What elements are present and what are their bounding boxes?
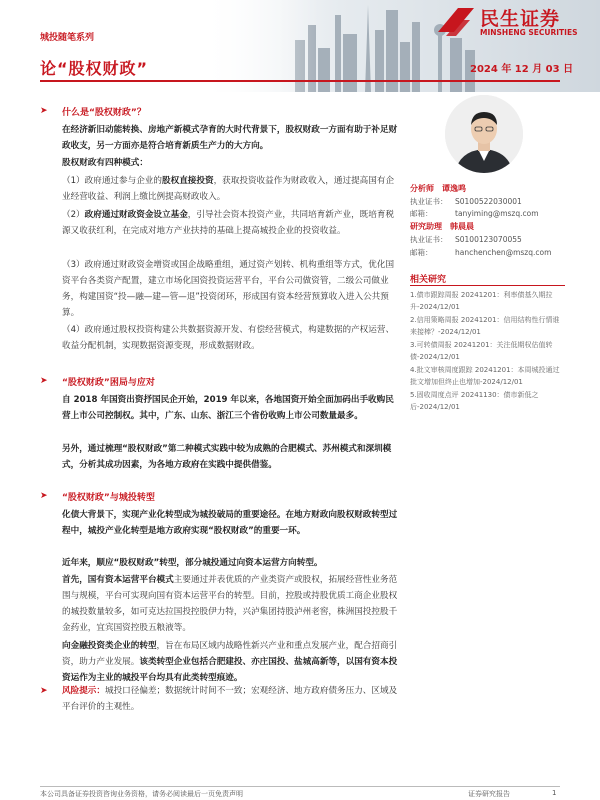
logo-chinese-name: 民生证券 xyxy=(480,8,561,30)
paragraph: 化债大背景下，实现产业化转型成为城投破局的重要途径。在地方财政向股权财政转型过程中，城投产业化转型是地方政府实现“股权财政”的重要一环。 xyxy=(62,510,398,536)
arrow-icon: ➤ xyxy=(40,376,48,386)
analyst-email: tanyiming@mszq.com xyxy=(455,209,539,218)
paragraph: 向金融投资类企业的转型，旨在布局区域内战略性新兴产业和重点发展产业，配合招商引资，助力产业发展。该类转型企业包括合肥建投、亦庄国投、盐城高新等，以国有资本投资运作为主业的城投平台均具有此类转型痕迹。 xyxy=(62,641,398,683)
paragraph: 股权财政有四种模式： xyxy=(62,158,148,168)
page-number: 1 xyxy=(552,789,557,797)
footer-disclaimer: 本公司具备证券投资咨询业务资格，请务必阅读最后一页免责声明 xyxy=(40,790,243,798)
analyst-email-row: 邮箱： hanchenchen@mszq.com xyxy=(410,248,552,257)
section-title: “股权财政”与城投转型 xyxy=(62,493,155,503)
risk-warning: 风险提示：城投口径偏差；数据统计时间不一致；宏观经济、地方政府债务压力、区域及平台评价的主观性。 xyxy=(62,686,398,712)
logo-english-name: MINSHENG SECURITIES xyxy=(480,28,578,37)
paragraph: 自 2018 年国资出资抒国民企开始，2019 年以来，各地国资开始全面加码出手收购民营上市公司控制权。其中，广东、山东、浙江三个省份收购上市公司数量最多。 xyxy=(62,395,394,421)
footer-report-type: 证券研究报告 xyxy=(468,790,510,798)
analyst-name-row: 分析师 谭逸鸣 xyxy=(410,184,466,193)
paragraph: （2）政府通过财政资金设立基金，引导社会资本投资产业，共同培育新产业，既培育税源又收获红利，在完成对地方产业扶持的基础上提高城投企业的投资收益。 xyxy=(62,210,395,236)
analyst-cert-row: 执业证书： S0100123070055 xyxy=(410,235,522,244)
paragraph: 首先，国有资本运营平台模式主要通过并表优质的产业类资产或股权，拓展经营性业务范围与规模，平台可实现向国有资本运营平台的转型。目前，控股或持股优质工商企业股权的城投数量较多，如可克达拉国投控股伊力特，兴泸集团持股泸州老窖，株洲国投控股千金药业，宜宾国资控股五粮液等。 xyxy=(62,575,398,633)
related-research-item[interactable]: 2.信用策略周报 20241201：信用结构性行情谁来接棒？-2024/12/01 xyxy=(410,316,560,336)
report-series: 城投随笔系列 xyxy=(40,33,95,43)
related-research-item[interactable]: 5.固收周度点评 20241130：债市新低之后-2024/12/01 xyxy=(410,391,539,411)
related-research-item[interactable]: 4.批文审核周度跟踪 20241201：本周城投通过批文增加但终止也增加-2024/12/01 xyxy=(410,366,560,386)
analyst-email: hanchenchen@mszq.com xyxy=(455,248,552,257)
analyst-cert-row: 执业证书： S0100522030001 xyxy=(410,197,522,206)
related-divider xyxy=(410,285,565,286)
arrow-icon: ➤ xyxy=(40,686,48,696)
section-title: 什么是“股权财政”？ xyxy=(62,108,146,118)
paragraph: 另外，通过梳理“股权财政”第二种模式实践中较为成熟的合肥模式、苏州模式和深圳模式，分析其成功因素，为各地方政府在实践中提供借鉴。 xyxy=(62,444,392,470)
analyst-name-row: 研究助理 韩晨晨 xyxy=(410,222,474,231)
section-title: “股权财政”困局与应对 xyxy=(62,378,155,388)
minsheng-logo-icon xyxy=(436,2,476,42)
related-research-title: 相关研究 xyxy=(410,275,447,285)
arrow-icon: ➤ xyxy=(40,491,48,501)
paragraph: 近年来，顺应“股权财政”转型，部分城投通过向资本运营方向转型。 xyxy=(62,558,323,568)
report-date: 2024 年 12 月 03 日 xyxy=(470,64,574,75)
paragraph: （4）政府通过股权投资构建公共数据资源开发、有偿经营模式，构建数据的产权运营、收益分配机制，实现数据资源变现，形成数据财政。 xyxy=(62,325,395,351)
footer-divider xyxy=(40,786,560,787)
analyst-email-row: 邮箱： tanyiming@mszq.com xyxy=(410,209,539,218)
page-title: 论“股权财政” xyxy=(40,59,149,78)
analyst-photo xyxy=(445,95,523,173)
arrow-icon: ➤ xyxy=(40,106,48,116)
header-divider xyxy=(40,80,560,82)
report-header xyxy=(0,0,600,92)
paragraph: 在经济新旧动能转换、房地产新模式孕育的大时代背景下，股权财政一方面有助于补足财政收支，另一方面亦是符合培育新质生产力的大方向。 xyxy=(62,125,398,151)
paragraph: （1）政府通过参与企业的股权直接投资，获取投资收益作为财政收入，通过提高国有企业经营收益、利润上缴比例提高财政收入。 xyxy=(62,176,395,202)
related-research-item[interactable]: 3.可转债周报 20241201：关注低期权估值转债-2024/12/01 xyxy=(410,341,553,361)
related-research-item[interactable]: 1.债市跟踪周报 20241201：利率债基久期拉升-2024/12/01 xyxy=(410,291,553,311)
company-logo xyxy=(436,2,586,42)
paragraph: （3）政府通过财政资金增资或国企战略重组，通过资产划转、机构重组等方式，优化国资平台各类资产配置，建立市场化国资投资运营平台，平台公司做资管，二级公司做业务，构建国资“投—融—建—管—退”投资闭环，形成国有资本经营预算收入进入公共预算。 xyxy=(62,260,395,318)
person-avatar-icon xyxy=(445,95,523,173)
